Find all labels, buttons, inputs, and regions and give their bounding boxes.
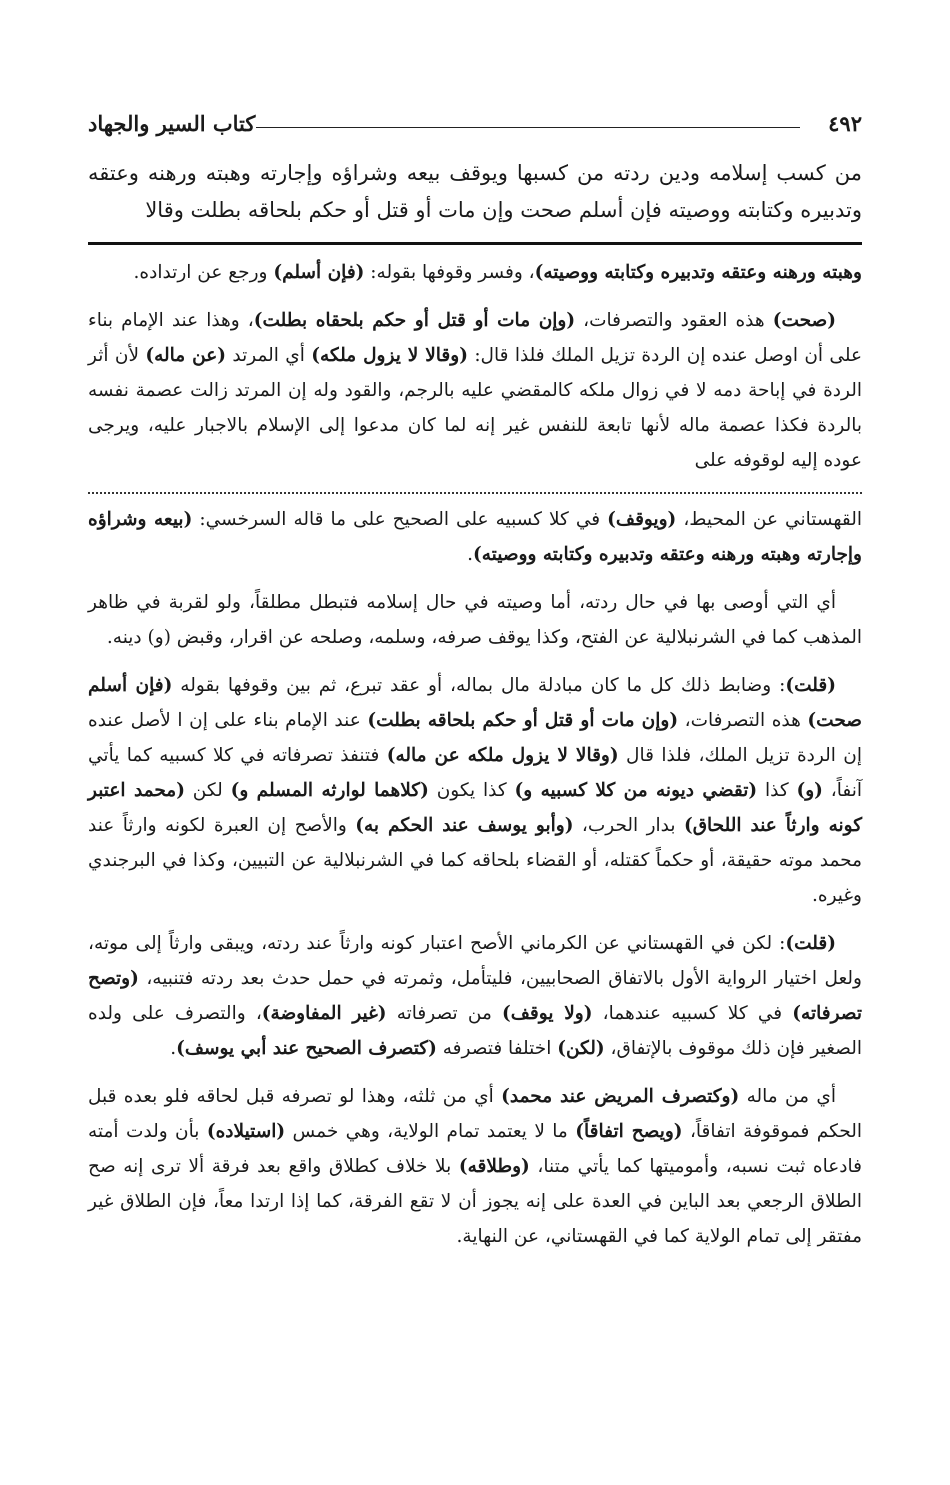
text-run: أي التي أوصى بها في حال ردته، أما وصيته في حال إسلامه فتبطل مطلقاً، ولو لقربة في ظاهر المذهب كما في الشرنبلالية عن الفتح، وكذا يوقف صرفه، وسلمه، وصلحه عن اقرار، وقبض (و) دينه. [88, 592, 862, 648]
bold-quote: (غير المفاوضة) [261, 1003, 387, 1024]
commentary-paragraph [88, 303, 862, 478]
text-run: ما لا يعتمد تمام الولاية، وهي خمس [285, 1121, 576, 1142]
bold-quote: (ولا يوقف) [502, 1003, 593, 1024]
bold-quote: (وكتصرف المريض عند محمد) [501, 1086, 740, 1107]
text-run: ورجع عن ارتداده. [133, 262, 274, 283]
text-run: هذه التصرفات، [678, 710, 808, 731]
page-header [88, 95, 862, 155]
bold-quote: (بيعه وشراؤه وإجارته وهبته ورهنه وعتقه وتدبيره وكتابته ووصيته) [88, 509, 862, 565]
text-run: في كلا كسبيه عندهما، [592, 1003, 793, 1024]
bold-quote: (استيلاده) [206, 1121, 286, 1142]
text-run: : وضابط ذلك كل ما كان مبادلة مال بماله، أو عقد تبرع، ثم بين وقوفها بقوله [172, 675, 786, 696]
text-run: : لكن في القهستاني عن الكرماني الأصح اعتبار كونه وارثاً عند ردته، ويبقى وارثاً إلى موته، ولعل اختيار الرواية الأول بالاتفاق الصحابيين، فليتأمل، وثمرته في حمل حدث بعد ردته فتنبيه، [88, 933, 862, 989]
bold-quote: (قلت) [785, 675, 836, 696]
bold-quote: (تقضي ديونه من كلا كسبيه و) [514, 780, 758, 801]
text-run: . [170, 1038, 177, 1059]
commentary-paragraph [88, 1079, 862, 1254]
text-run: ، والتصرف على ولده الصغير فإن ذلك موقوف بالإتفاق، [88, 1003, 862, 1059]
text-run: كذا يكون [428, 780, 515, 801]
text-run: لكن [184, 780, 231, 801]
text-run: لأن أثر الردة في إباحة دمه لا في زوال ملكه كالمقضي عليه بالرجم، والقود وله إن المرتد زالت عصمة نفسه بالردة فكذا عصمة ماله لأنها تابعة للنفس غير إنه لما كان مدعوا إلى الإسلام بالاجبار عليه، ويرجى عوده إليه لوقوفه على [88, 345, 862, 471]
bold-quote: (وإن مات أو قتل أو حكم بلحاقه بطلت) [367, 710, 679, 731]
text-run: ، وهذا عند الإمام بناء على أن اوصل عنده إن الردة تزيل الملك فلذا قال: [88, 310, 862, 366]
text-run: عند الإمام بناء على إن ا لأصل عنده إن الردة تزيل الملك، فلذا قال [88, 710, 863, 766]
text-run: والأصح إن العبرة لكونه وارثاً عند محمد موته حقيقة، أو حكماً كقتله، أو القضاء بلحاقه كما في الشرنبلالية عن التبيين، وكذا في البرجندي وغيره. [88, 815, 862, 906]
text-run: من تصرفاته [386, 1003, 503, 1024]
text-run: فتنفذ تصرفاته في كلا كسبيه كما يأتي آنفاً، [88, 745, 863, 801]
bold-quote: (فإن أسلم صحت) [88, 675, 862, 731]
bold-quote: (لكن) [557, 1038, 605, 1059]
commentary-paragraph [88, 926, 862, 1066]
running-title: كتاب السير والجهاد [88, 111, 256, 136]
text-run: القهستاني عن المحيط، [676, 509, 862, 530]
text-run: هذه العقود والتصرفات، [575, 310, 773, 331]
bold-quote: (وتصح تصرفاته) [88, 968, 862, 1024]
bold-quote: (وطلاقه) [458, 1156, 530, 1177]
bold-quote: (وأبو يوسف عند الحكم به) [355, 815, 574, 836]
bold-quote: وهبته ورهنه وعتقه وتدبيره وكتابته ووصيته) [534, 262, 862, 283]
text-run: أي المرتد [226, 345, 312, 366]
dotted-separator [88, 492, 862, 494]
bold-quote: (فإن أسلم) [273, 262, 365, 283]
bold-quote: (وقالا لا يزول ملكه عن ماله) [386, 745, 619, 766]
text-run: أي من ثلثه، وهذا لو تصرفه قبل لحاقه فلو بعده قبل الحكم فموقوفة اتفاقاً، [88, 1086, 863, 1142]
commentary-paragraph [88, 668, 862, 913]
main-text-rule [88, 242, 862, 245]
bold-quote: (صحت) [772, 310, 837, 331]
commentary-paragraph [88, 255, 862, 290]
bold-quote: (وإن مات أو قتل أو حكم بلحقاه بطلت) [253, 310, 576, 331]
bold-quote: (و) [796, 780, 823, 801]
text-run: في كلا كسبيه على الصحيح على ما قاله السرخسي: [192, 509, 608, 530]
page-number: ٤٩٢ [828, 111, 862, 136]
header-rule [256, 127, 800, 128]
text-run: اختلفا فتصرفه [436, 1038, 558, 1059]
text-run: ، وفسر وقوفها بقوله: [364, 262, 535, 283]
commentary-paragraph [88, 585, 862, 655]
bold-quote: (كلاهما لوارثه المسلم و) [230, 780, 429, 801]
commentary-paragraph [88, 502, 862, 572]
bold-quote: (ويصح اتفاقاً) [575, 1121, 683, 1142]
bold-quote: (محمد اعتبر كونه وارثاً عند اللحاق) [88, 780, 862, 836]
text-run: أي من ماله [739, 1086, 837, 1107]
text-run: . [467, 544, 474, 565]
book-page [88, 95, 862, 1254]
text-run: كذا [757, 780, 797, 801]
bold-quote: (ويوقف) [607, 509, 677, 530]
bold-quote: (قلت) [785, 933, 836, 954]
text-run: بدار الحرب، [573, 815, 684, 836]
bold-quote: (كتصرف الصحيح عند أبي يوسف) [176, 1038, 437, 1059]
bold-quote: (عن ماله) [145, 345, 227, 366]
main-text: من كسب إسلامه ودين ردته من كسبها ويوقف بيعه وشراؤه وإجارته وهبته ورهنه وعتقه وتدبيره وكتابته ووصيته فإن أسلم صحت وإن مات أو قتل أو حكم بلحاقه بطلت وقالا [88, 161, 862, 222]
text-run: بلا خلاف كطلاق واقع بعد فرقة ألا ترى إنه صح الطلاق الرجعي بعد الباين في العدة على إنه يجوز أن لا تقع الفرقة، كما إذا ارتدا معاً، فإن الطلاق غير مفتقر إلى تمام الولاية كما في القهستاني، عن النهاية. [88, 1156, 862, 1247]
bold-quote: (وقالا لا يزول ملكه) [311, 345, 468, 366]
text-run: بأن ولدت أمته فادعاه ثبت نسبه، وأموميتها كما يأتي متنا، [88, 1121, 862, 1177]
